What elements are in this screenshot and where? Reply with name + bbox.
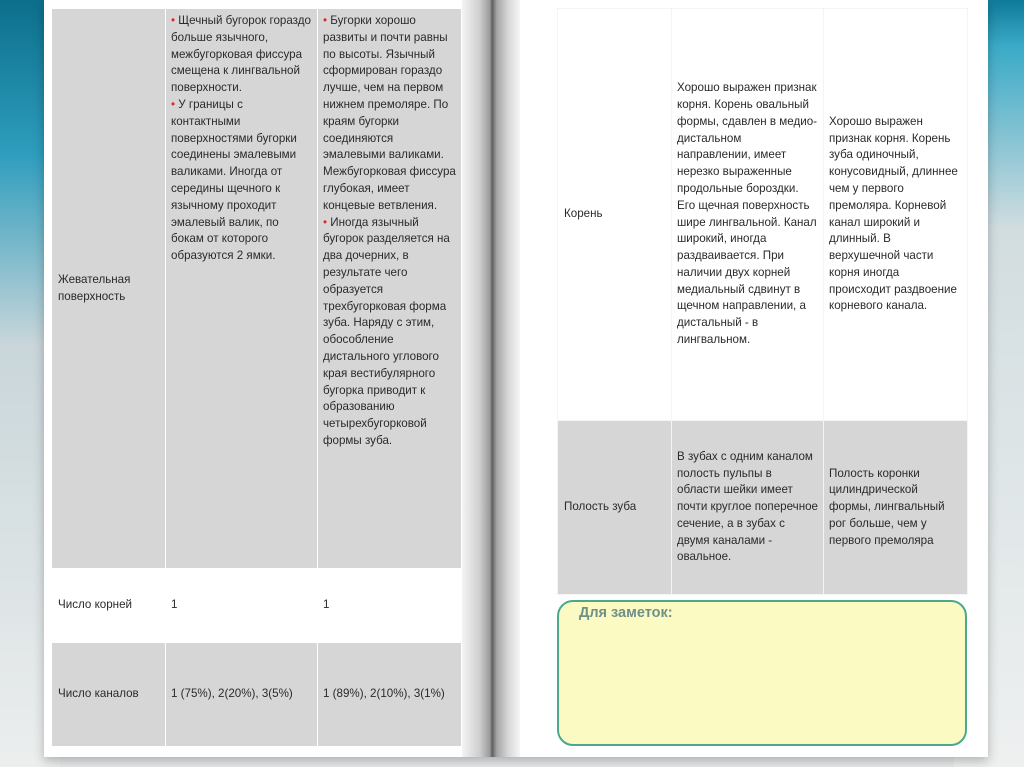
- tooth-cavity-col1: В зубах с одним каналом полость пульпы в области шейки имеет почти круглое поперечное сечение, а в зубах с двумя каналами - овальное.: [672, 421, 824, 595]
- row-label-chewing-surface: Жевательная поверхность: [52, 9, 166, 569]
- row-label-root-count: Число корней: [52, 569, 166, 643]
- root-description-col1: Хорошо выражен признак корня. Корень овальный формы, сдавлен в медио-дистальном направлении, имеет нерезко выраженные продольные бороздки. Его щечная поверхность шире лингвальной. Канал широкий, иногда раздваивается. При наличии двух корней медиальный сдвинут в щечном направлении, а дистальный - в лингвальном.: [672, 9, 824, 421]
- root-description-col2: Хорошо выражен признак корня. Корень зуба одиночный, конусовидный, длиннее чем у первого премоляра. Корневой канал широкий и длинный. В верхушечной части корня иногда происходит раздвоение корневого канала.: [824, 9, 968, 421]
- table-row-chewing-surface: [52, 9, 462, 569]
- table-row-tooth-cavity: [558, 421, 968, 595]
- root-count-col2: 1: [318, 569, 462, 643]
- canal-count-col2: 1 (89%), 2(10%), 3(1%): [318, 643, 462, 747]
- table-row-canal-count: [52, 643, 462, 747]
- right-page-table: [557, 8, 968, 595]
- notes-box[interactable]: [557, 600, 967, 746]
- chewing-col1-para2: • У границы с контактными поверхностями бугорки соединены эмалевыми валиками. Иногда от середины щечного к язычному проходит эмалевый валик, по бокам от которого образуются 2 ямки.: [171, 97, 312, 265]
- row-label-tooth-cavity: Полость зуба: [558, 421, 672, 595]
- notes-title: Для заметок:: [579, 605, 673, 621]
- table-row-root-count: [52, 569, 462, 643]
- chewing-col2-para1: • Бугорки хорошо развиты и почти равны по высоты. Язычный сформирован гораздо лучше, чем на первом нижнем премоляре. По краям бугорки соединяются эмалевыми валиками. Межбугорковая фиссура глубокая, имеет концевые ветвления.: [323, 13, 456, 215]
- root-count-col1: 1: [166, 569, 318, 643]
- chewing-surface-first-premolar: [166, 9, 318, 569]
- row-label-canal-count: Число каналов: [52, 643, 166, 747]
- chewing-col1-para1: • Щечный бугорок гораздо больше язычного, межбугорковая фиссура смещена к лингвальной поверхности.: [171, 13, 312, 97]
- chewing-col2-para2: • Иногда язычный бугорок разделяется на два дочерних, в результате чего образуется трехбугорковая форма зуба. Наряду с этим, обособление дистального углового края вестибулярного бугорка приводит к образованию четырехбугорковой формы зуба.: [323, 215, 456, 450]
- book-gutter: [462, 0, 520, 757]
- left-page-table: [51, 8, 462, 747]
- tooth-cavity-col2: Полость коронки цилиндрической формы, лингвальный рог больше, чем у первого премоляра: [824, 421, 968, 595]
- chewing-surface-second-premolar: [318, 9, 462, 569]
- table-row-root: [558, 9, 968, 421]
- row-label-root: Корень: [558, 9, 672, 421]
- canal-count-col1: 1 (75%), 2(20%), 3(5%): [166, 643, 318, 747]
